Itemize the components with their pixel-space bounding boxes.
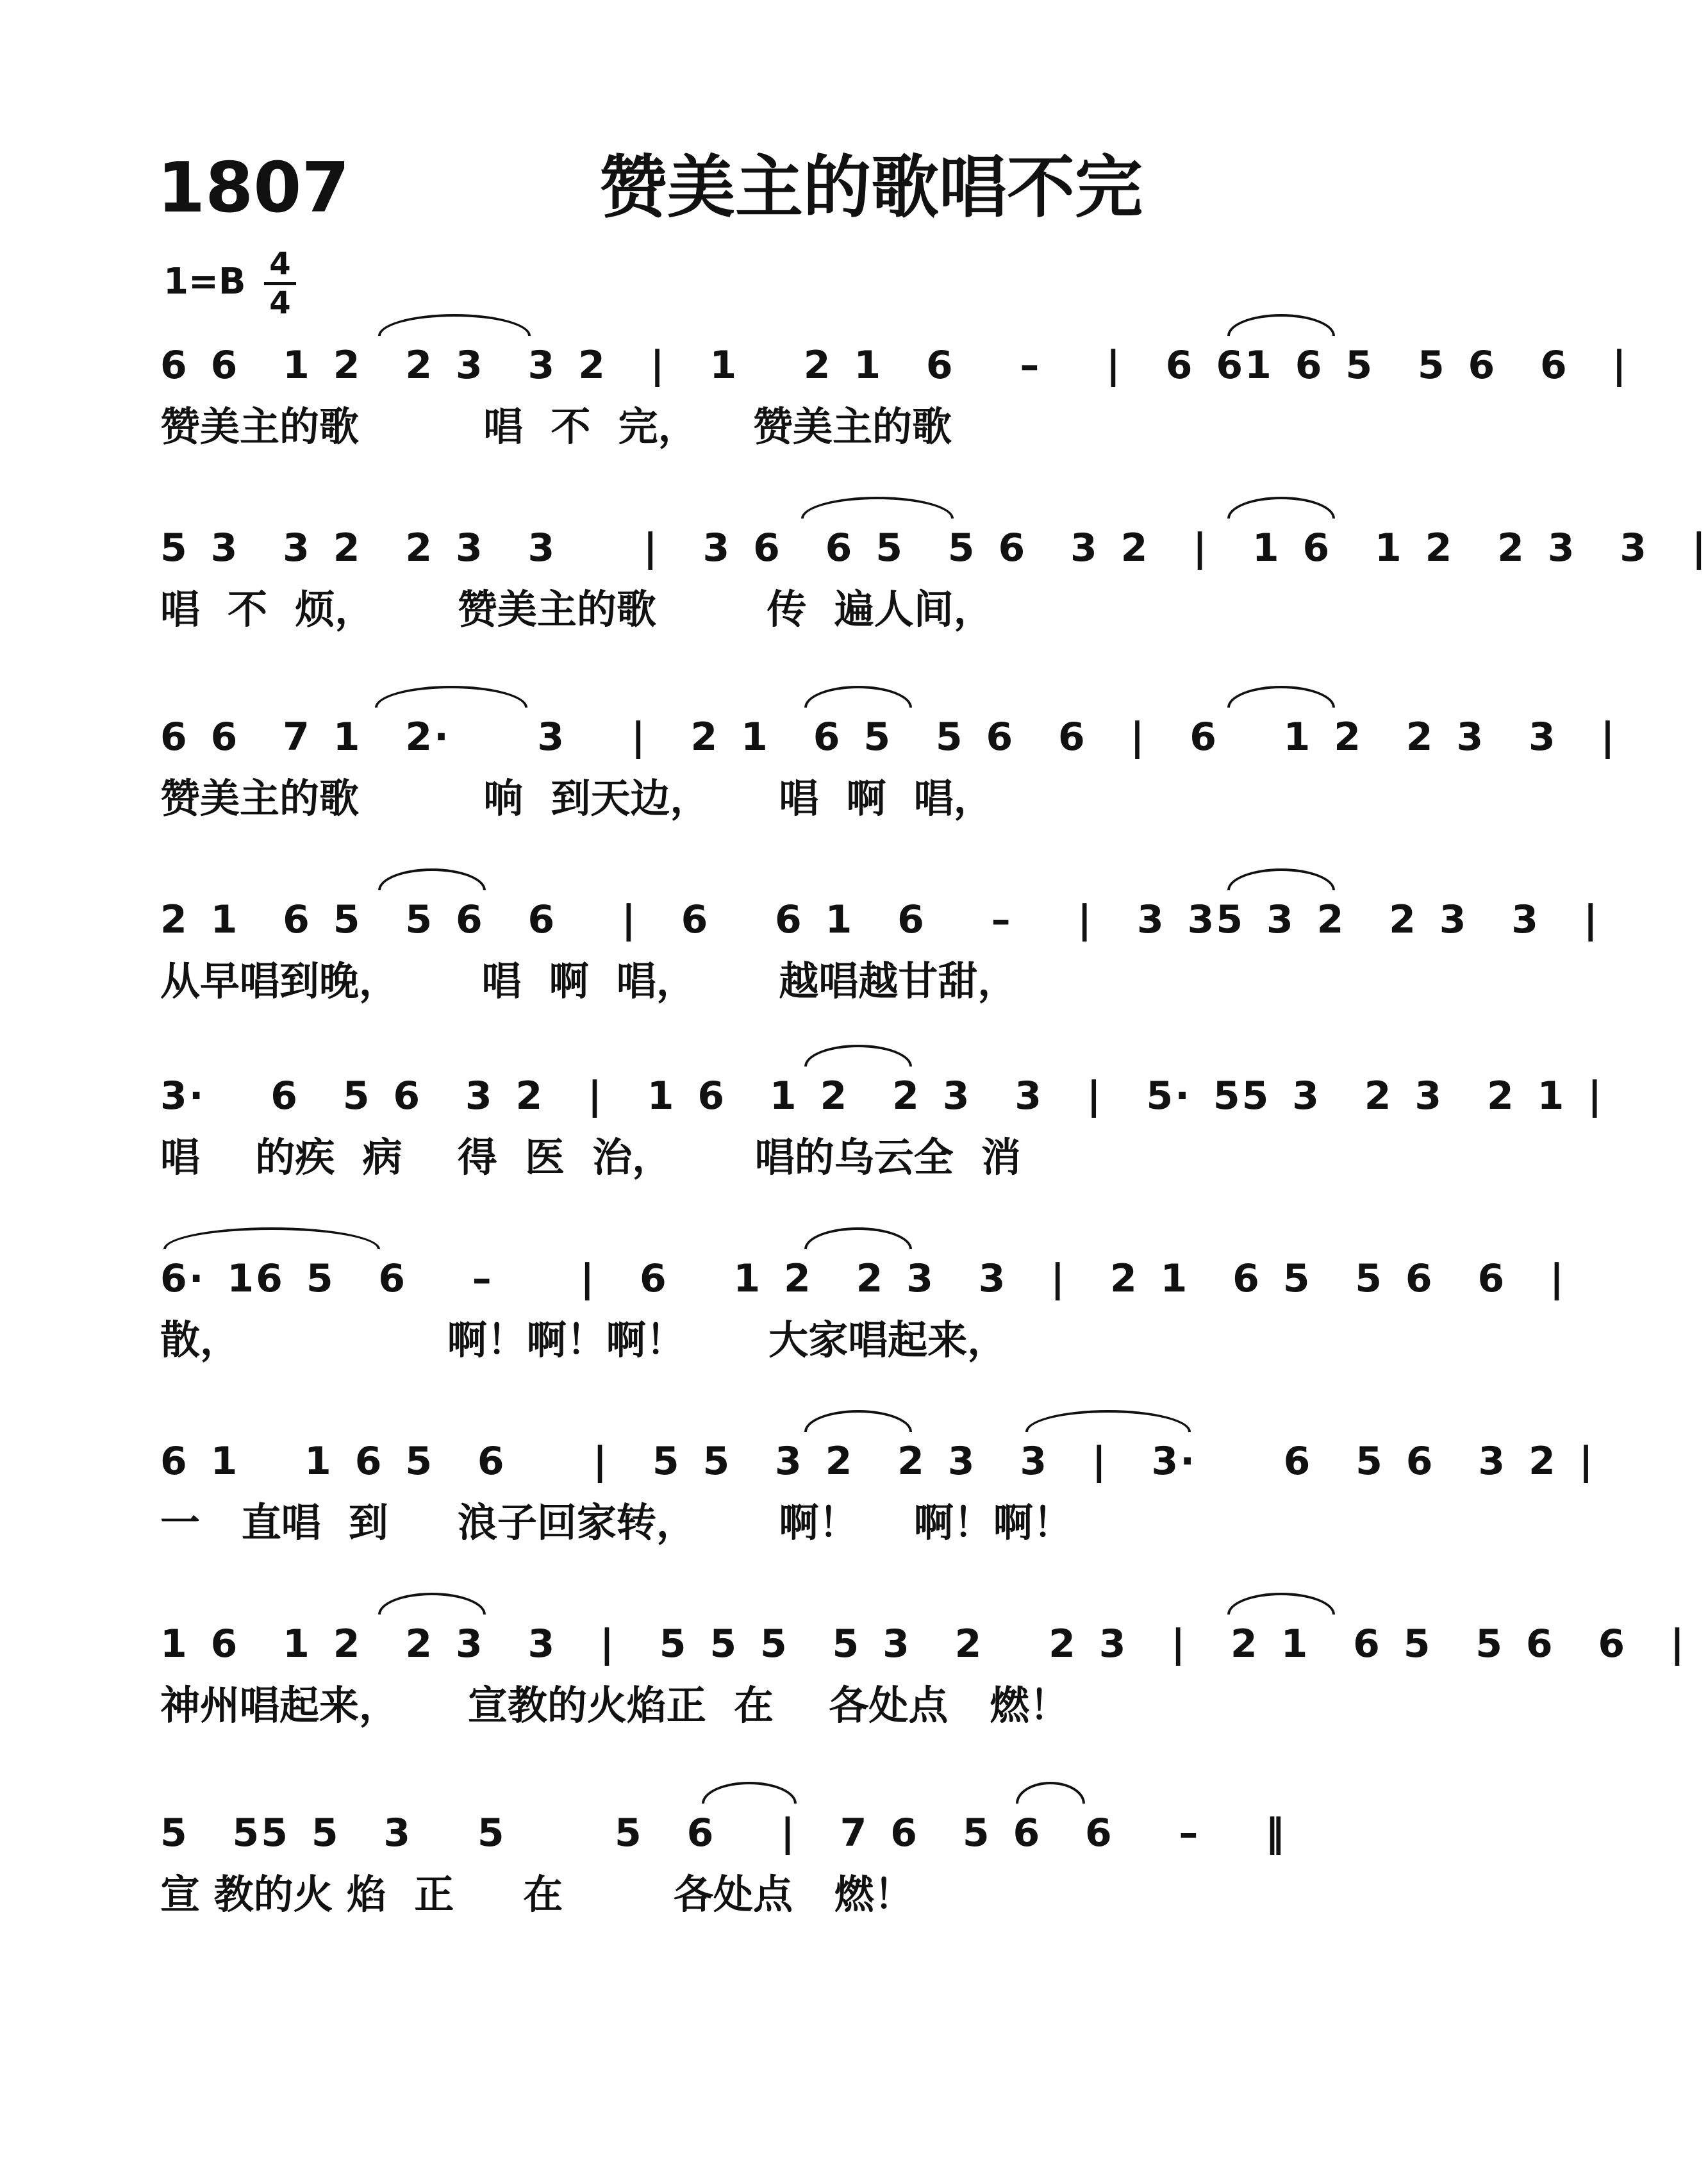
notes-line: 5 55 5 3 5 5 6 | 7 6 5 6 6 – ‖ bbox=[160, 1811, 1287, 1855]
slur bbox=[1227, 686, 1335, 708]
slur bbox=[1025, 1410, 1191, 1432]
system-6 bbox=[0, 1227, 1566, 1375]
slur bbox=[804, 686, 912, 708]
lyrics-line: 赞美主的歌 响 到天边， 唱 啊 唱， bbox=[160, 775, 993, 822]
system-4 bbox=[0, 868, 1600, 1016]
lyrics-line: 赞美主的歌 唱 不 完， 赞美主的歌 bbox=[160, 403, 952, 450]
notes-line: 6 6 1 2 2 3 3 2 | 1 2 1 6 – | 6 61 6 5 5 6 6 | bbox=[160, 343, 1629, 388]
slur bbox=[1227, 868, 1335, 890]
lyrics-line: 宣 教的火 焰 正 在 各处点 燃！ bbox=[160, 1871, 914, 1918]
slur bbox=[378, 314, 531, 336]
system-3 bbox=[0, 686, 1617, 833]
slur bbox=[1016, 1782, 1085, 1804]
system-1 bbox=[0, 314, 1629, 461]
notes-line: 6 1 1 6 5 6 | 5 5 3 2 2 3 3 | 3· 6 5 6 3 2 | bbox=[160, 1439, 1595, 1484]
notes-line: 6 6 7 1 2· 3 | 2 1 6 5 5 6 6 | 6 1 2 2 3 3 | bbox=[160, 715, 1617, 759]
slur bbox=[804, 1410, 912, 1432]
system-2 bbox=[0, 497, 1708, 644]
lyrics-line: 散， 啊！啊！啊！ 大家唱起来， bbox=[160, 1316, 1007, 1363]
slur bbox=[1227, 1593, 1335, 1614]
slur bbox=[804, 1227, 912, 1249]
lyrics-line: 神州唱起来， 宣教的火焰正 在 各处点 燃！ bbox=[160, 1682, 1070, 1729]
slur bbox=[702, 1782, 797, 1804]
notes-line: 3· 6 5 6 3 2 | 1 6 1 2 2 3 3 | 5· 55 3 2 3 2 1 | bbox=[160, 1074, 1604, 1118]
key-signature: 1=B bbox=[163, 261, 246, 303]
lyrics-line: 从早唱到晚， 唱 啊 唱， 越唱越甘甜， bbox=[160, 958, 1018, 1004]
slur bbox=[163, 1227, 380, 1249]
lyrics-line: 一 直唱 到 浪子回家转， 啊！ 啊！啊！ bbox=[160, 1499, 1073, 1546]
system-5 bbox=[0, 1045, 1604, 1192]
notes-line: 5 3 3 2 2 3 3 | 3 6 6 5 5 6 3 2 | 1 6 1 2 2 3 3 | bbox=[160, 526, 1708, 570]
time-signature bbox=[264, 246, 296, 321]
notes-line: 1 6 1 2 2 3 3 | 5 5 5 5 3 2 2 3 | 2 1 6 5 5 6 6 | bbox=[160, 1622, 1686, 1666]
system-7 bbox=[0, 1410, 1595, 1557]
slur bbox=[801, 497, 954, 519]
lyrics-line: 唱 不 烦， 赞美主的歌 传 遍人间， bbox=[160, 586, 993, 633]
lyrics-line: 唱 的疾 病 得 医 治， 唱的乌云全 消 bbox=[160, 1134, 1021, 1181]
notes-line: 6· 16 5 6 – | 6 1 2 2 3 3 | 2 1 6 5 5 6 6 | bbox=[160, 1256, 1566, 1301]
slur bbox=[1227, 314, 1335, 336]
notes-line: 2 1 6 5 5 6 6 | 6 6 1 6 – | 3 35 3 2 2 3 3 | bbox=[160, 897, 1600, 942]
slur bbox=[804, 1045, 912, 1067]
slur bbox=[378, 868, 486, 890]
song-title: 赞美主的歌唱不完 bbox=[599, 148, 1143, 227]
slur bbox=[1227, 497, 1335, 519]
time-numerator: 4 bbox=[269, 246, 291, 282]
slur bbox=[378, 1593, 486, 1614]
system-8 bbox=[0, 1593, 1686, 1740]
hymn-number: 1807 bbox=[157, 148, 350, 228]
slur bbox=[375, 686, 527, 708]
system-9 bbox=[0, 1782, 1526, 1929]
time-denominator: 4 bbox=[269, 285, 291, 321]
